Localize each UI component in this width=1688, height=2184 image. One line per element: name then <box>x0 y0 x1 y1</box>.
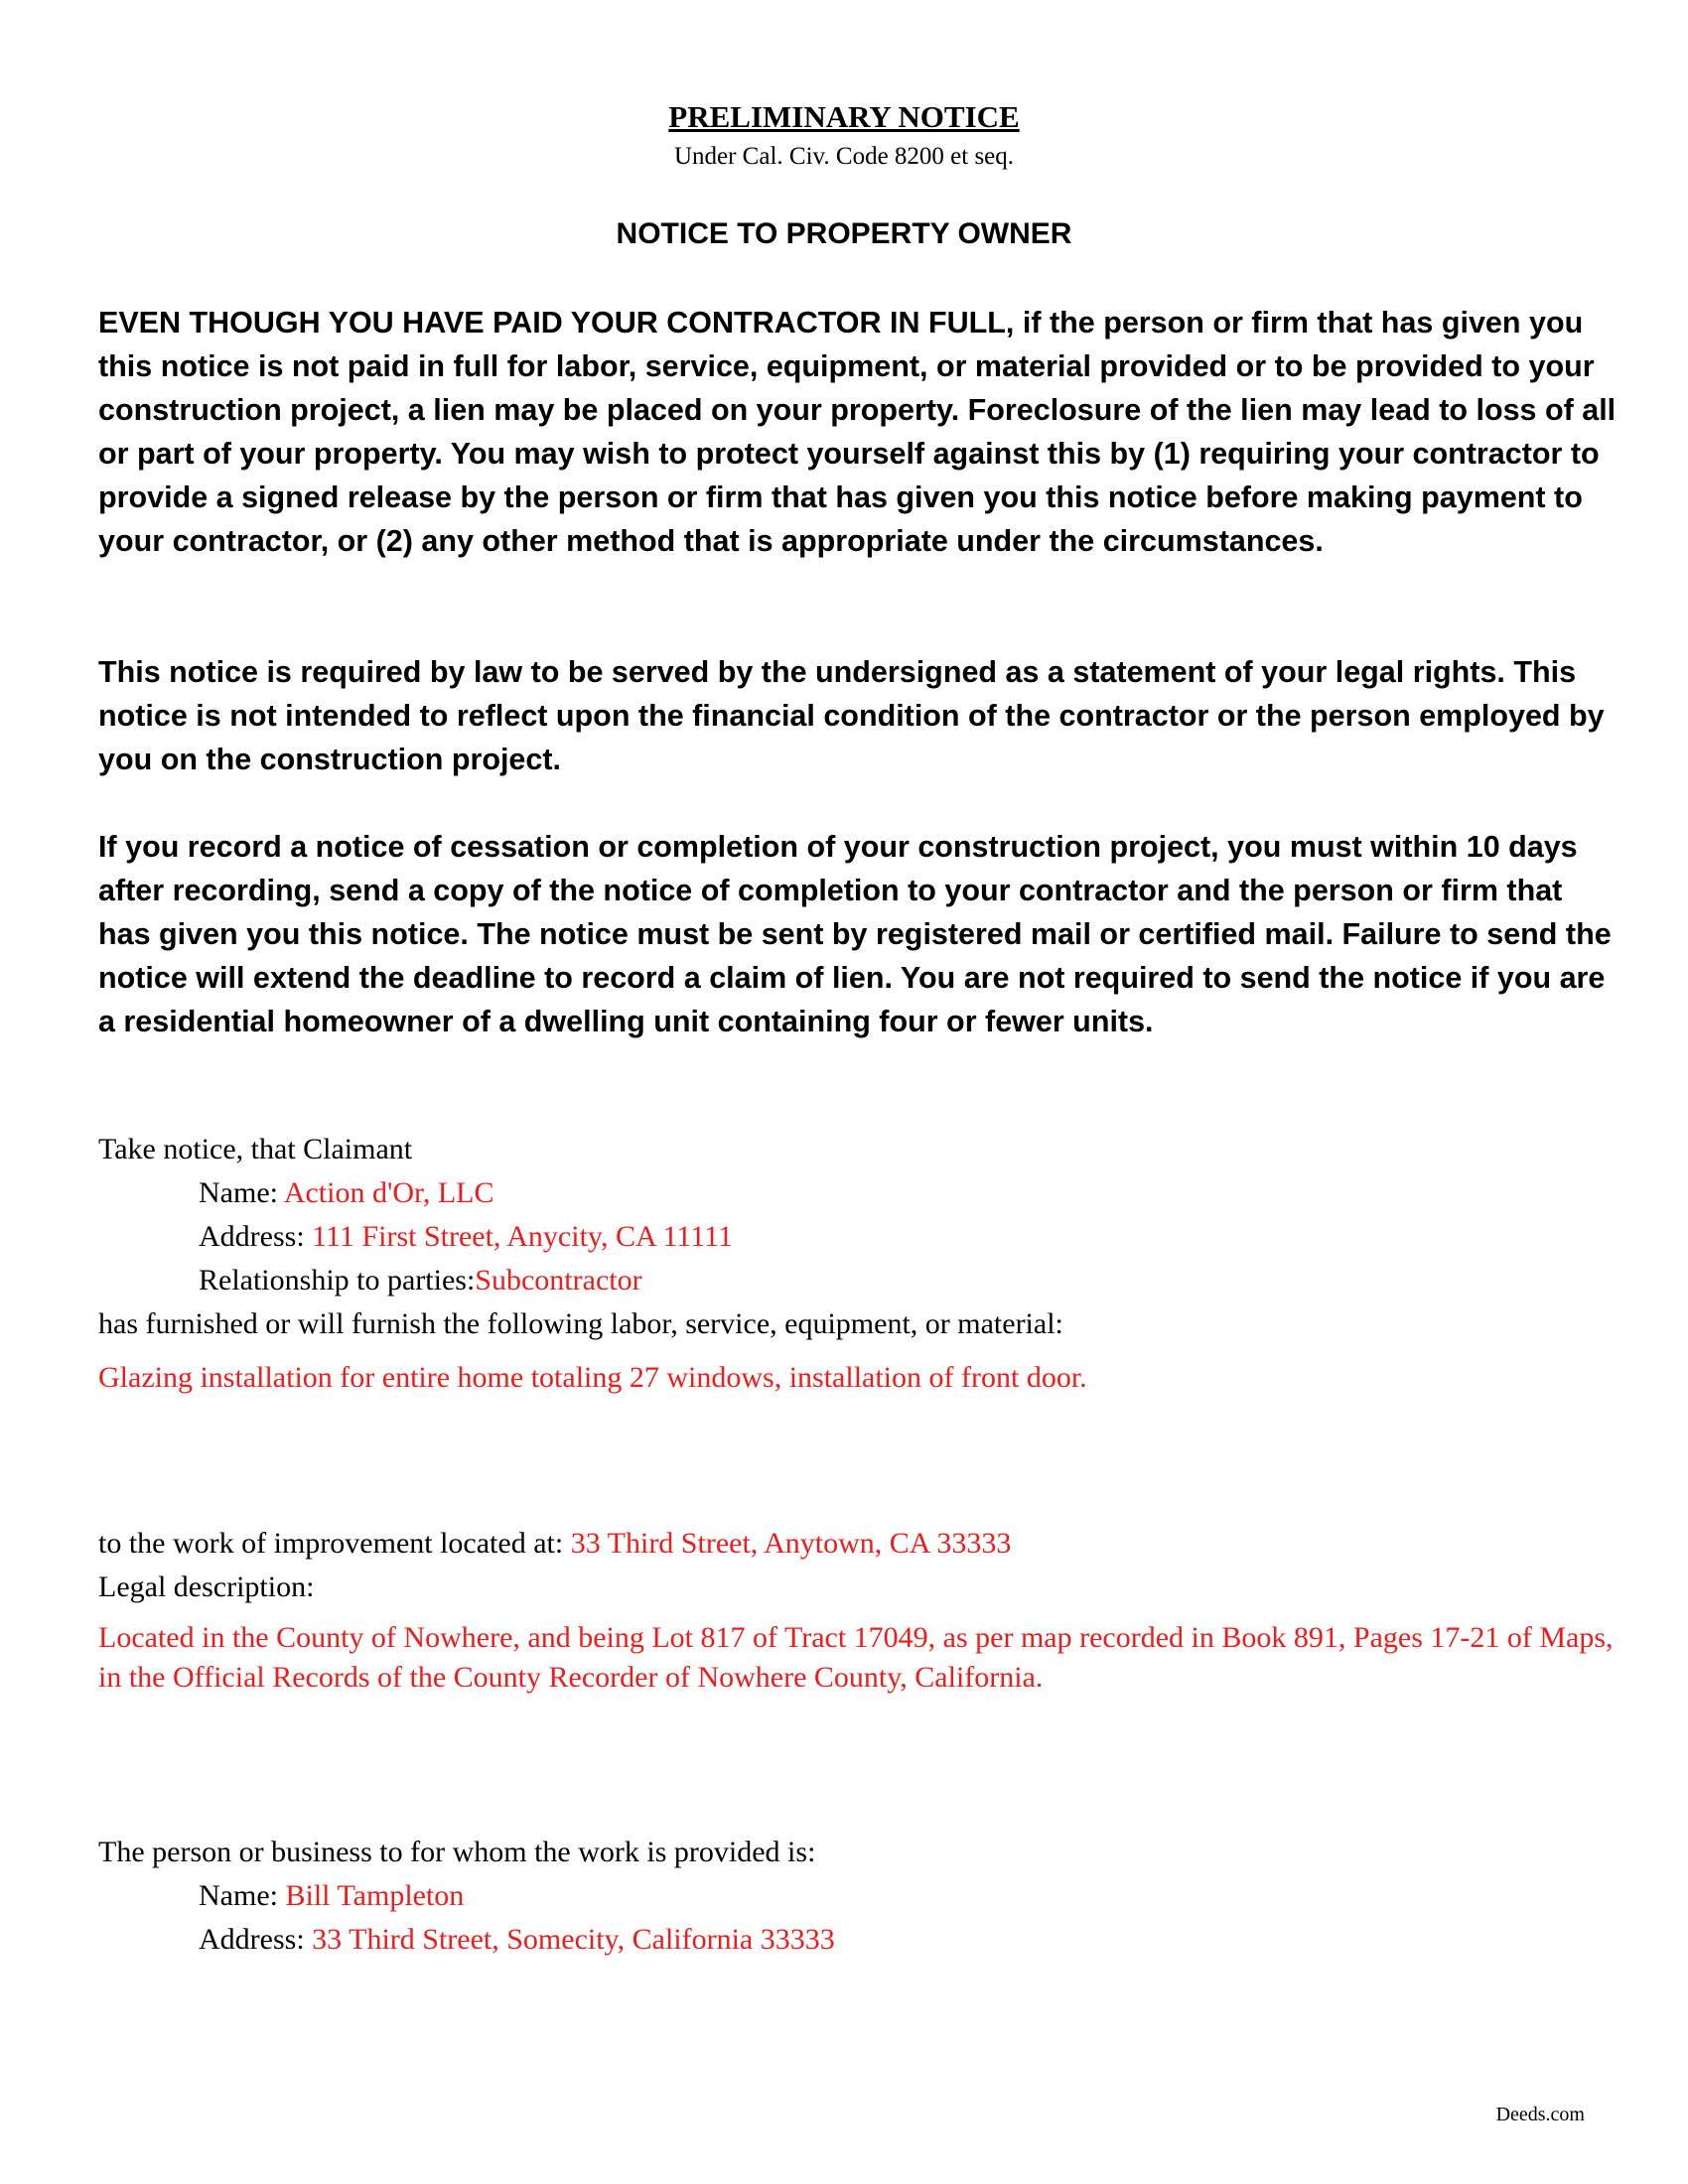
owner-address-label: Address: <box>199 1923 305 1956</box>
owner-warning-paragraph: EVEN THOUGH YOU HAVE PAID YOUR CONTRACTOR IN FULL, if the person or firm that has given you this notice is not paid in full for labor, service, equipment, or material provided or to be provided to your construction project, a lien may be placed on your property. Foreclosure of the lien may lead to loss of all or part of your property. You may wish to protect yourself against this by (1) requiring your contractor to provide a signed release by the person or firm that has given you this notice before making payment to your contractor, or (2) any other method that is appropriate under the circumstances. <box>98 306 1617 558</box>
completion-notice-paragraph: If you record a notice of cessation or completion of your construction project, you must within 10 days after recording, send a copy of the notice of completion to your contractor and the person or firm that has given you this notice. The notice must be sent by registered mail or certified mail. Failure to send the notice will extend the deadline to record a claim of lien. You are not required to send the notice if you are a residential homeowner of a dwelling unit containing four or fewer units. <box>98 830 1612 1038</box>
claimant-relationship-row <box>199 1263 642 1298</box>
owner-name-row <box>199 1878 464 1914</box>
claimant-relationship-label: Relationship to parties: <box>199 1264 476 1297</box>
legal-description-label: Legal description: <box>98 1570 315 1603</box>
materials-description: Glazing installation for entire home totaling 27 windows, installation of front door. <box>98 1361 1087 1394</box>
legal-rights-paragraph: This notice is required by law to be served by the undersigned as a statement of your legal rights. This notice is not intended to reflect upon the financial condition of the contractor or the person employed by you on the construction project. <box>98 655 1605 776</box>
claimant-relationship-value: Subcontractor <box>475 1264 642 1297</box>
property-location-label: to the work of improvement located at: <box>98 1527 564 1560</box>
property-location-row <box>98 1526 1011 1562</box>
owner-intro: The person or business to for whom the work is provided is: <box>98 1836 816 1868</box>
furnish-statement: has furnished or will furnish the following labor, service, equipment, or material: <box>98 1307 1063 1340</box>
notice-heading: NOTICE TO PROPERTY OWNER <box>616 217 1072 250</box>
property-location-value: 33 Third Street, Anytown, CA 33333 <box>570 1527 1012 1560</box>
legal-description-value: Located in the County of Nowhere, and being Lot 817 of Tract 17049, as per map recorded in Book 891, Pages 17-21 of Maps, in the Official Records of the County Recorder of Nowhere County, California. <box>98 1621 1614 1694</box>
claimant-name-row <box>199 1175 494 1211</box>
claimant-address-value: 111 First Street, Anycity, CA 11111 <box>312 1220 734 1253</box>
owner-name-label: Name: <box>199 1879 278 1912</box>
claimant-address-label: Address: <box>199 1220 305 1253</box>
claimant-name-label: Name: <box>199 1176 278 1209</box>
statute-reference: Under Cal. Civ. Code 8200 et seq. <box>673 143 1015 170</box>
owner-address-row <box>199 1922 835 1958</box>
claimant-name-value: Action d'Or, LLC <box>283 1176 494 1209</box>
document-title: PRELIMINARY NOTICE <box>668 99 1020 134</box>
footer-watermark: Deeds.com <box>1495 2104 1585 2125</box>
owner-name-value: Bill Tampleton <box>285 1879 465 1912</box>
owner-address-value: 33 Third Street, Somecity, California 33333 <box>312 1923 835 1956</box>
claimant-intro: Take notice, that Claimant <box>98 1133 413 1165</box>
claimant-address-row <box>199 1219 733 1255</box>
